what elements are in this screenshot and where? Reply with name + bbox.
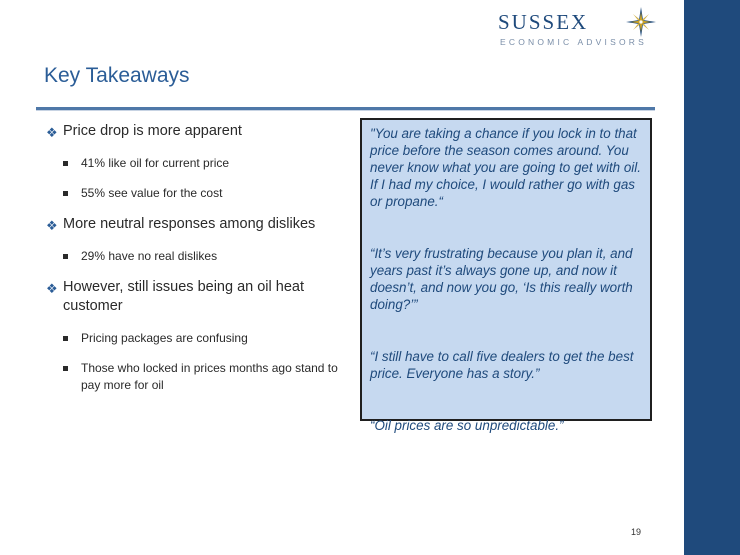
diamond-bullet-icon: ❖ — [46, 125, 58, 140]
square-bullet-icon — [63, 161, 68, 166]
takeaway-item — [46, 122, 346, 141]
square-bullet-icon — [63, 191, 68, 196]
takeaway-subitem — [46, 360, 346, 394]
takeaway-item — [46, 215, 346, 234]
takeaway-list — [46, 122, 346, 407]
takeaway-text: 55% see value for the cost — [81, 186, 223, 200]
square-bullet-icon — [63, 336, 68, 341]
customer-quote: “I still have to call five dealers to get the best price. Everyone has a story.” — [370, 349, 634, 381]
title-divider-shadow — [36, 110, 655, 111]
takeaway-subitem — [46, 155, 346, 172]
takeaway-text: However, still issues being an oil heat customer — [63, 279, 304, 314]
takeaway-text: 29% have no real dislikes — [81, 249, 218, 263]
sussex-logo — [498, 6, 663, 48]
customer-quotes-box — [360, 118, 652, 433]
diamond-bullet-icon: ❖ — [46, 218, 58, 233]
square-bullet-icon — [63, 366, 68, 371]
takeaway-text: Pricing packages are confusing — [81, 331, 248, 345]
page-number: 19 — [631, 527, 642, 537]
customer-quote: “Oil prices are so unpredictable.” — [370, 418, 564, 433]
takeaway-subitem — [46, 330, 346, 347]
logo-wordmark: SUSSEX — [498, 10, 589, 34]
takeaway-text: More neutral responses among dislikes — [63, 216, 316, 232]
slide-title: Key Takeaways — [44, 64, 190, 87]
customer-quote: “It’s very frustrating because you plan it, and years past it’s always gone up, and now it doesn’t, and now you go, ‘Is this really worth doing?’” — [370, 246, 633, 312]
logo-subtitle: ECONOMIC ADVISORS — [500, 37, 647, 47]
compass-star-icon — [625, 6, 657, 38]
right-accent-band — [684, 0, 740, 555]
takeaway-text: Price drop is more apparent — [63, 123, 242, 139]
customer-quote: "You are taking a chance if you lock in to that price before the season comes around. You never know what you are going to get with oil. If I had my choice, I would rather go with gas or propane.“ — [370, 126, 641, 209]
takeaway-subitem — [46, 248, 346, 265]
takeaway-subitem — [46, 185, 346, 202]
diamond-bullet-icon: ❖ — [46, 281, 58, 296]
square-bullet-icon — [63, 254, 68, 259]
takeaway-text: Those who locked in prices months ago stand to pay more for oil — [81, 361, 338, 392]
takeaway-item — [46, 278, 346, 316]
takeaway-text: 41% like oil for current price — [81, 156, 230, 170]
